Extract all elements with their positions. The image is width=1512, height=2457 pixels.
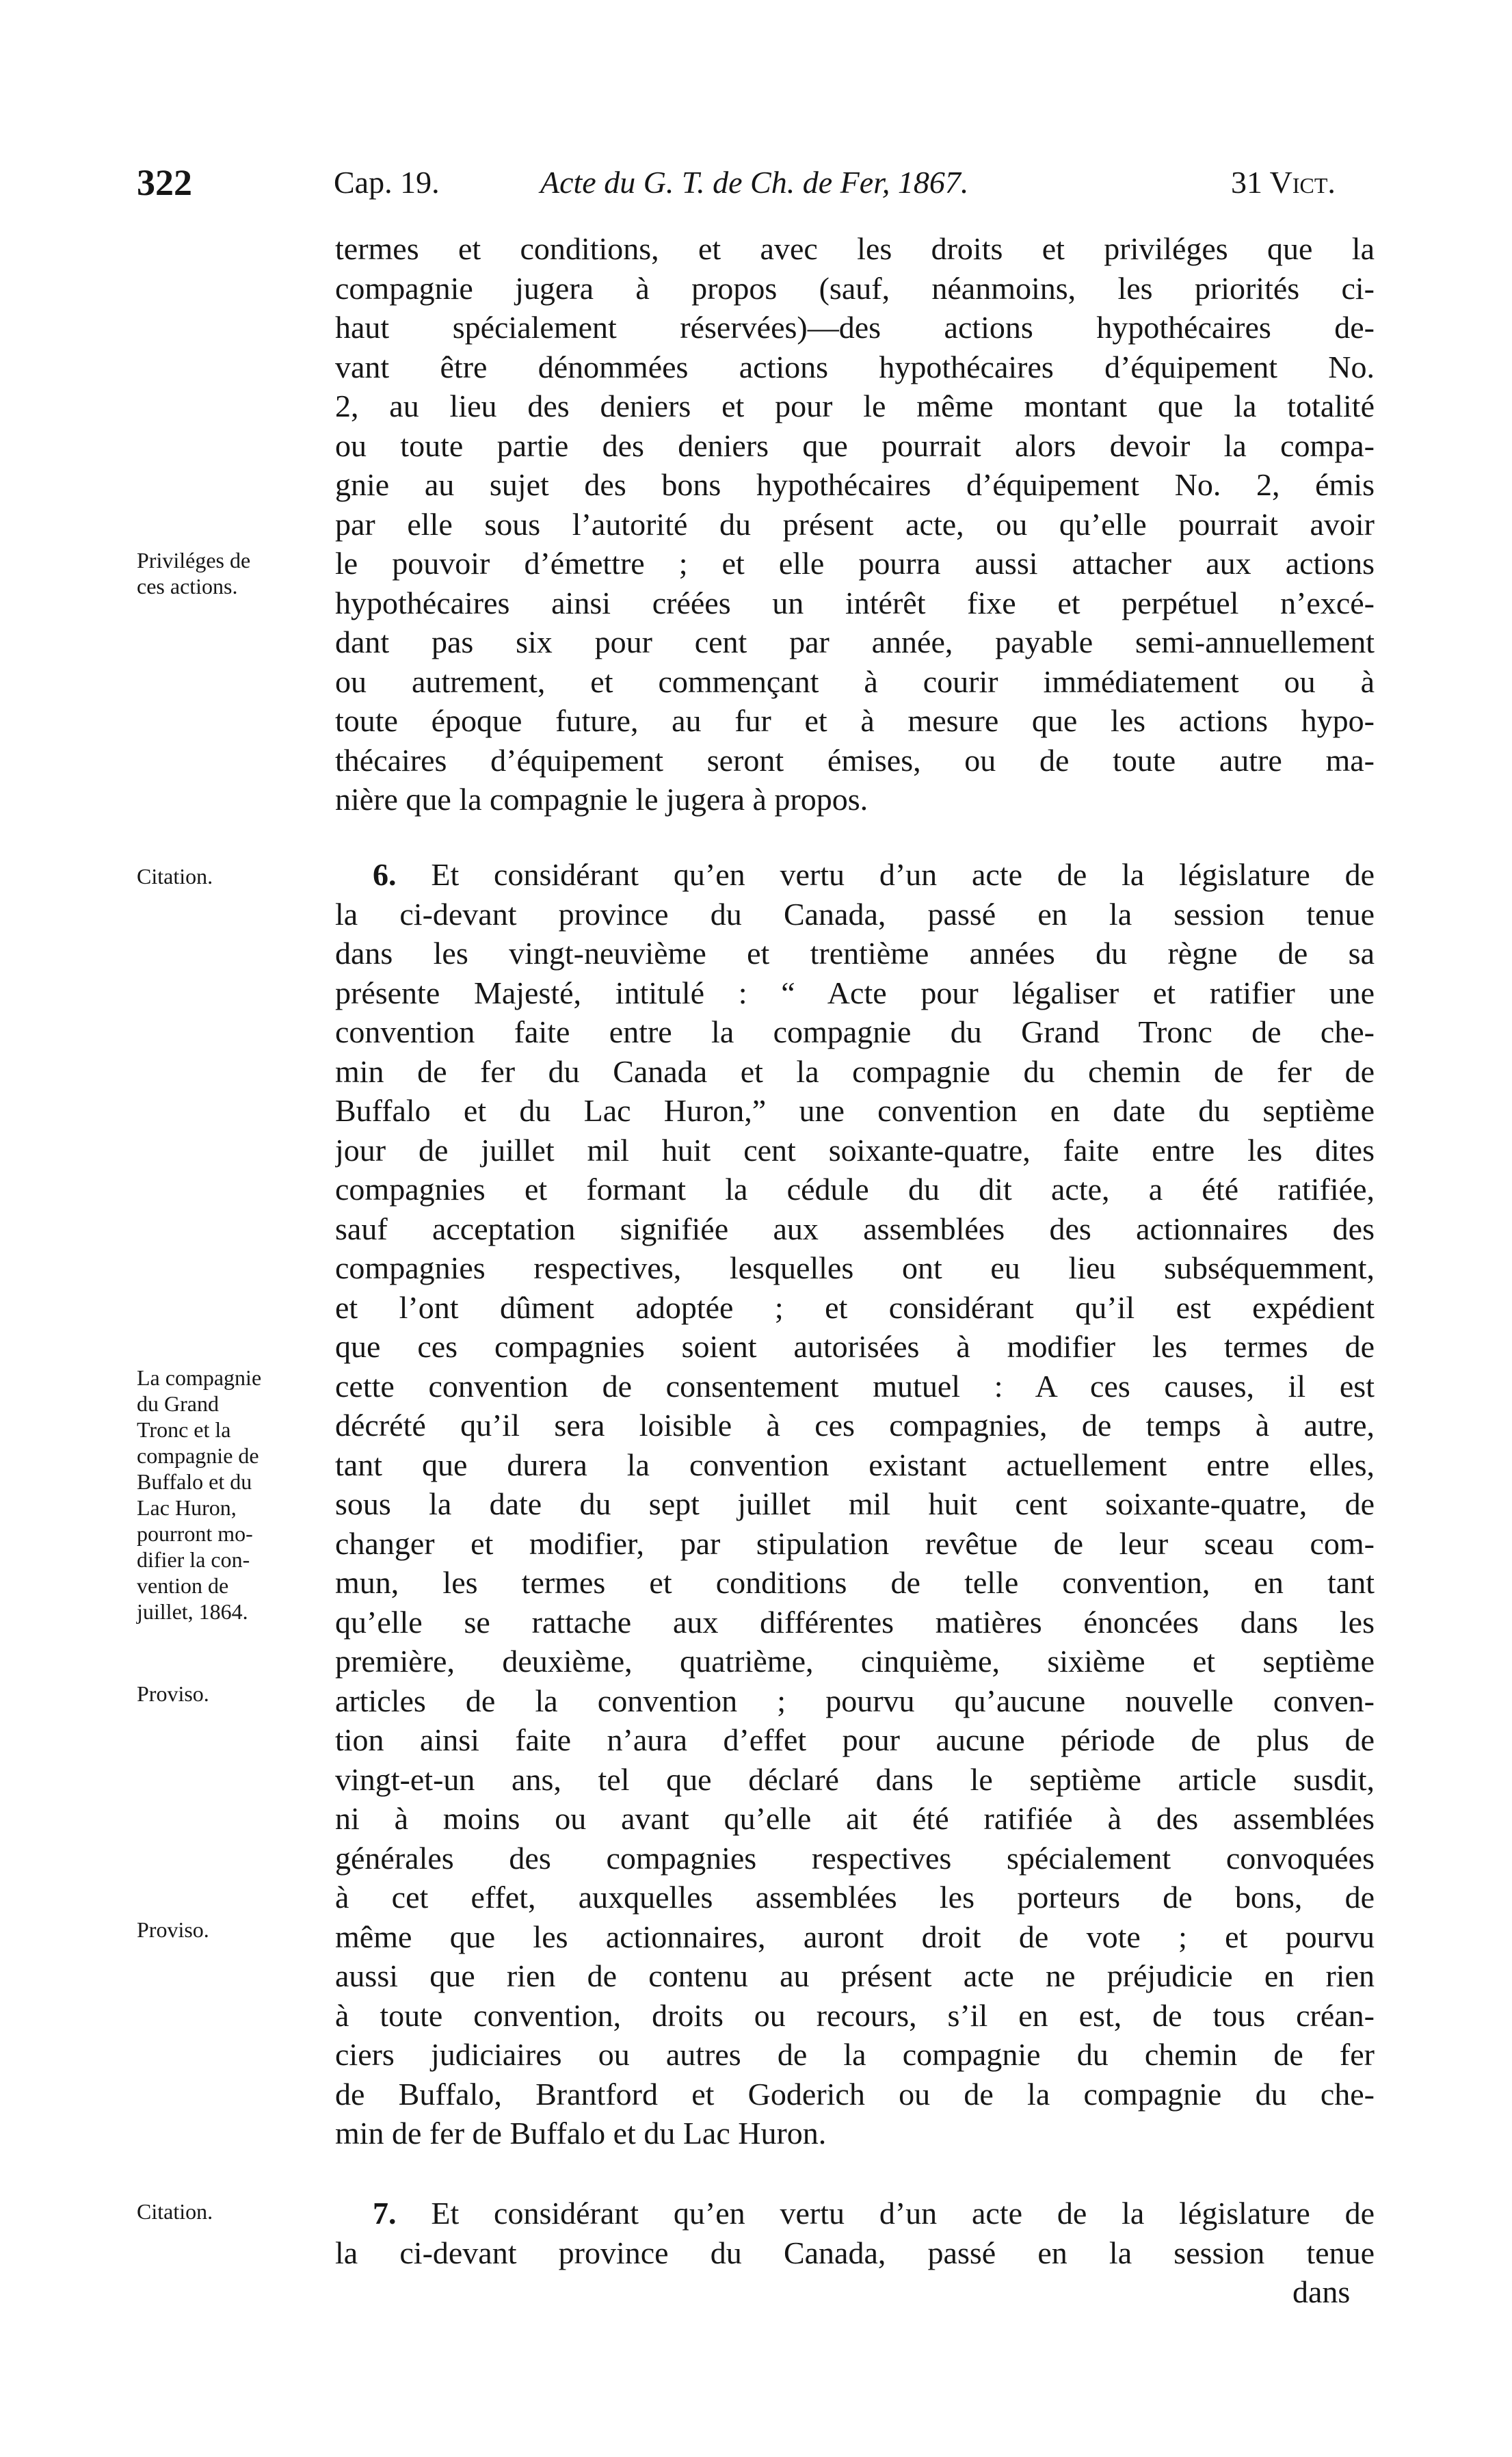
page-number: 322: [137, 162, 192, 203]
margin-note-line: Tronc et la: [137, 1417, 231, 1442]
text-line: que ces compagnies soient autorisées à modifier les termes de: [335, 1329, 1375, 1364]
catchword: dans: [1292, 2274, 1351, 2309]
margin-note-line: du Grand: [137, 1391, 219, 1416]
text-line: mun, les termes et conditions de telle convention, en tant: [335, 1565, 1375, 1600]
text-line: présente Majesté, intitulé : “ Acte pour légaliser et ratifier une: [335, 975, 1375, 1010]
section-first-line-text: Et considérant qu’en vertu d’un acte de la législature de: [431, 857, 1375, 892]
margin-note-line: Proviso.: [137, 1917, 209, 1942]
margin-note-line: Citation.: [137, 2199, 213, 2224]
text-line: min de fer du Canada et la compagnie du chemin de fer de: [335, 1053, 1375, 1089]
text-line: thécaires d’équipement seront émises, ou de toute autre ma-: [335, 742, 1375, 778]
text-line: à toute convention, droits ou recours, s’il en est, de tous créan-: [335, 1997, 1375, 2033]
margin-note-line: Lac Huron,: [137, 1495, 237, 1520]
text-line: cette convention de consentement mutuel : A ces causes, il est: [335, 1368, 1375, 1404]
text-line: tant que durera la convention existant actuellement entre elles,: [335, 1447, 1375, 1482]
text-line: vingt-et-un ans, tel que déclaré dans le septième article susdit,: [335, 1761, 1375, 1797]
section-number: 7.: [373, 2196, 397, 2231]
margin-note-proviso-2: [137, 1917, 321, 1943]
section-7-paragraph: [335, 2194, 1375, 2272]
text-line: nière que la compagnie le jugera à propos.: [335, 782, 868, 817]
continuation-paragraph: [335, 229, 1375, 819]
text-line: jour de juillet mil huit cent soixante-quatre, faite entre les dites: [335, 1132, 1375, 1168]
text-line: gnie au sujet des bons hypothécaires d’équipement No. 2, émis: [335, 467, 1375, 502]
text-line: la ci-devant province du Canada, passé en la session tenue: [335, 2235, 1375, 2270]
margin-note-proviso-1: [137, 1681, 321, 1707]
text-line: ou autrement, et commençant à courir immédiatement ou à: [335, 663, 1375, 699]
margin-note-line: Priviléges de: [137, 548, 251, 573]
text-line: termes et conditions, et avec les droits et priviléges que la: [335, 231, 1375, 266]
text-line: première, deuxième, quatrième, cinquième, sixième et septième: [335, 1644, 1375, 1679]
text-line: vant être dénommées actions hypothécaires d’équipement No.: [335, 349, 1375, 384]
text-line: sauf acceptation signifiée aux assemblées des actionnaires des: [335, 1211, 1375, 1246]
regnal-year: 31 Vict.: [1231, 165, 1336, 200]
running-header: [0, 159, 1512, 207]
text-line: même que les actionnaires, auront droit de vote ; et pourvu: [335, 1919, 1375, 1954]
text-line: 2, au lieu des deniers et pour le même montant que la totalité: [335, 389, 1375, 423]
text-line: aussi que rien de contenu au présent acte ne préjudicie en rien: [335, 1958, 1375, 1993]
text-line: le pouvoir d’émettre ; et elle pourra aussi attacher aux actions: [335, 546, 1375, 581]
text-line: à cet effet, auxquelles assemblées les porteurs de bons, de: [335, 1880, 1375, 1915]
section-first-line: [335, 855, 1375, 895]
margin-note-privileges: [137, 547, 321, 599]
text-line: ou toute partie des deniers que pourrait alors devoir la compa-: [335, 428, 1375, 463]
margin-note-line: La compagnie: [137, 1365, 262, 1390]
section-number: 6.: [373, 857, 397, 892]
text-line: sous la date du sept juillet mil huit cent soixante-quatre, de: [335, 1486, 1375, 1521]
text-line: la ci-devant province du Canada, passé en la session tenue: [335, 896, 1375, 932]
text-line: Buffalo et du Lac Huron,” une convention en date du septième: [335, 1093, 1375, 1128]
margin-note-line: difier la con-: [137, 1547, 250, 1572]
text-line: toute époque future, au fur et à mesure que les actions hypo-: [335, 703, 1375, 738]
margin-note-citation-6: [137, 863, 321, 889]
section-first-line: [335, 2194, 1375, 2233]
text-line: haut spécialement réservées)—des actions hypothécaires de-: [335, 310, 1375, 345]
text-line: changer et modifier, par stipulation revêtue de leur sceau com-: [335, 1525, 1375, 1561]
margin-note-line: Citation.: [137, 864, 213, 889]
text-line: décrété qu’il sera loisible à ces compagnies, de temps à autre,: [335, 1408, 1375, 1443]
margin-note-line: pourront mo-: [137, 1521, 253, 1546]
margin-note-line: juillet, 1864.: [137, 1599, 248, 1624]
margin-note-line: vention de: [137, 1573, 229, 1598]
text-line: générales des compagnies respectives spécialement convoquées: [335, 1840, 1375, 1876]
text-line: par elle sous l’autorité du présent acte, ou qu’elle pourrait avoir: [335, 506, 1375, 542]
running-title: Acte du G. T. de Ch. de Fer, 1867.: [540, 165, 969, 200]
text-line: de Buffalo, Brantford et Goderich ou de la compagnie du che-: [335, 2076, 1375, 2112]
chapter-label: Cap. 19.: [334, 165, 440, 200]
text-line: compagnies et formant la cédule du dit acte, a été ratifiée,: [335, 1172, 1375, 1207]
text-line: min de fer de Buffalo et du Lac Huron.: [335, 2116, 827, 2151]
text-line: tion ainsi faite n’aura d’effet pour aucune période de plus de: [335, 1722, 1375, 1757]
text-line: compagnie jugera à propos (sauf, néanmoins, les priorités ci-: [335, 270, 1375, 306]
margin-note-citation-7: [137, 2198, 321, 2224]
margin-note-line: Proviso.: [137, 1681, 209, 1706]
text-line: convention faite entre la compagnie du Grand Tronc de che-: [335, 1014, 1375, 1049]
section-first-line-text: Et considérant qu’en vertu d’un acte de la législature de: [431, 2196, 1375, 2231]
text-line: ni à moins ou avant qu’elle ait été ratifiée à des assemblées: [335, 1801, 1375, 1836]
text-line: qu’elle se rattache aux différentes matières énoncées dans les: [335, 1604, 1375, 1640]
text-line: articles de la convention ; pourvu qu’aucune nouvelle conven-: [335, 1683, 1375, 1718]
text-line: compagnies respectives, lesquelles ont eu lieu subséquemment,: [335, 1250, 1375, 1285]
text-line: et l’ont dûment adoptée ; et considérant qu’il est expédient: [335, 1289, 1375, 1325]
text-line: hypothécaires ainsi créées un intérêt fixe et perpétuel n’excé-: [335, 585, 1375, 620]
margin-note-line: compagnie de: [137, 1443, 259, 1468]
text-line: ciers judiciaires ou autres de la compagnie du chemin de fer: [335, 2037, 1375, 2072]
text-line: dant pas six pour cent par année, payable semi-annuellement: [335, 625, 1375, 659]
text-line: dans les vingt-neuvième et trentième années du règne de sa: [335, 936, 1375, 971]
margin-note-la-compagnie: [137, 1365, 321, 1625]
margin-note-line: ces actions.: [137, 574, 238, 599]
margin-note-line: Buffalo et du: [137, 1469, 252, 1494]
section-6-paragraph: [335, 855, 1375, 2153]
